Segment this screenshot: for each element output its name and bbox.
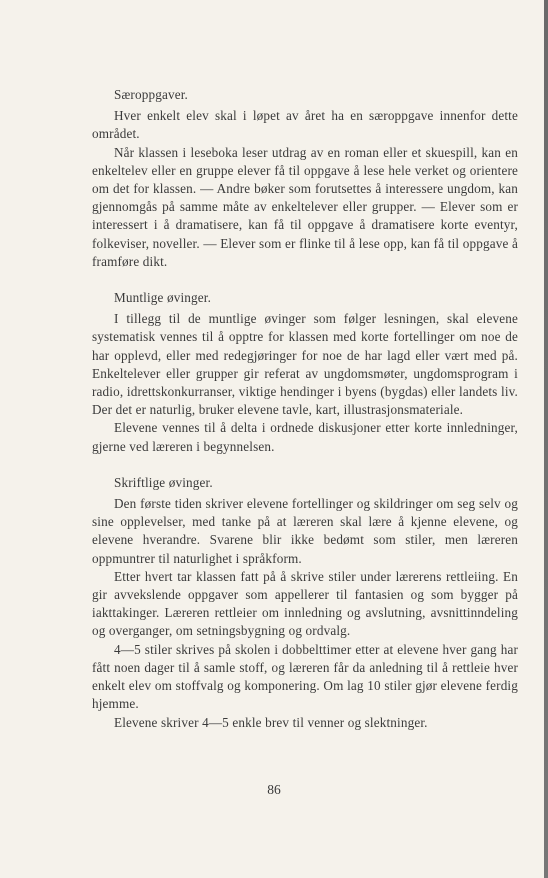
section-skriftlige-ovinger <box>92 474 518 732</box>
paragraph: I tillegg til de muntlige øvinger som følger lesningen, skal elevene systematisk vennes til å opptre for klassen med korte fortellinger om noe de har opplevd, eller med redegjøringer for noe de har lagd eller vært med på. Enkeltelever eller grupper gir referat av ungdomsmøter, ungdomsprogram i radio, idrettskonkurranser, viktige hendinger i byens (bygdas) eller landets liv. Der det er naturlig, bruker elevene tavle, kart, illustrasjonsmateriale. <box>92 311 518 418</box>
section-saeroppgaver <box>92 86 518 271</box>
paragraph: Elevene vennes til å delta i ordnede diskusjoner etter korte innledninger, gjerne ved læreren i begynnelsen. <box>92 420 518 454</box>
page-body <box>92 86 518 732</box>
paragraph: Når klassen i leseboka leser utdrag av en roman eller et skuespill, kan en enkeltelev eller en gruppe elever få til oppgave å lese hele verket og orientere om det for klassen. — Andre bøker som forutsettes å interessere ungdom, kan gjennomgås på samme måte av enkeltelever eller grupper. — Elever som er interessert i å dramatisere, kan få til oppgave å dramatisere korte eventyr, folkeviser, noveller. — Elever som er flinke til å lese opp, kan få til oppgave å framføre dikt. <box>92 144 518 269</box>
paragraph: 4—5 stiler skrives på skolen i dobbelttimer etter at elevene hver gang har fått noen dager til å samle stoff, og læreren får da anledning til å rettleie hver enkelt elev om stoffvalg og komponering. Om lag 10 stiler gjør elevene ferdig hjemme. <box>92 641 518 712</box>
section-muntlige-ovinger <box>92 289 518 456</box>
section-heading: Muntlige øvinger. <box>114 290 212 306</box>
paragraph: Etter hvert tar klassen fatt på å skrive stiler under lærerens rettleiing. En gir avvekslende oppgaver som appellerer til fantasien og som bygger på iakttakinger. Læreren rettleier om innledning og avslutning, avsnittinndeling og overganger, om setningsbygning og ordvalg. <box>92 568 518 639</box>
paragraph: Den første tiden skriver elevene fortellinger og skildringer om seg selv og sine opplevelser, med tanke på at læreren skal lære å kjenne elevene, og elevene hverandre. Svarene blir ikke bedømt som stiler, men læreren oppmuntrer til naturlighet i språkform. <box>92 496 518 566</box>
paragraph: Elevene skriver 4—5 enkle brev til venner og slektninger. <box>114 714 428 730</box>
section-heading: Skriftlige øvinger. <box>114 474 213 490</box>
page-number: 86 <box>267 782 281 797</box>
paragraph: Hver enkelt elev skal i løpet av året ha en særoppgave innenfor dette området. <box>92 108 518 142</box>
scan-edge <box>544 0 548 878</box>
section-heading: Særoppgaver. <box>114 87 188 102</box>
